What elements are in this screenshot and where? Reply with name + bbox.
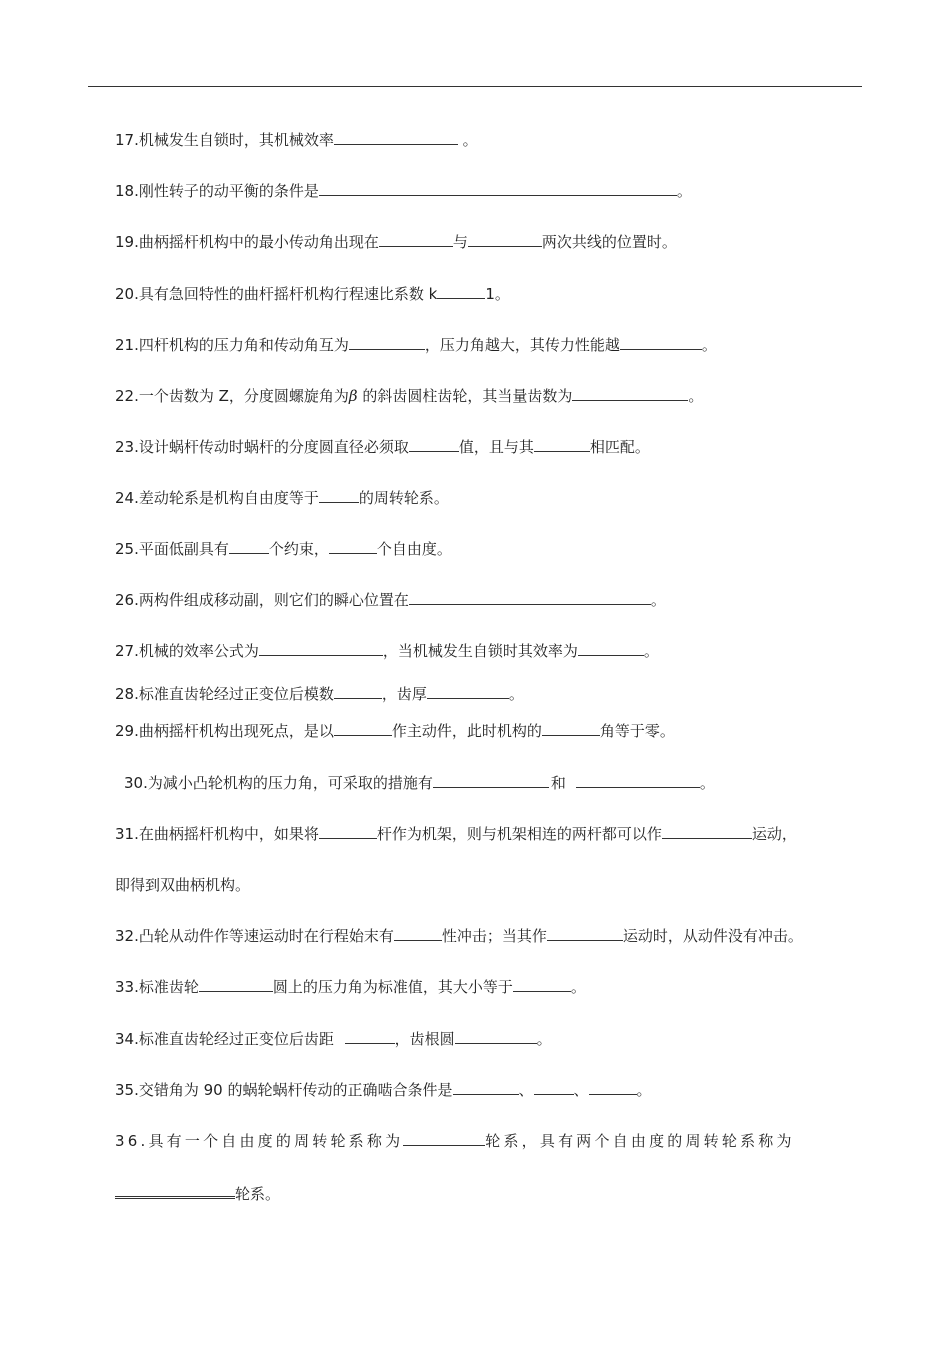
- header-rule: [88, 86, 862, 87]
- question-22: 22.一个齿数为 Z，分度圆螺旋角为β 的斜齿圆柱齿轮，其当量齿数为 。: [115, 387, 704, 405]
- answer-blank[interactable]: [513, 977, 571, 992]
- question-21: 21.四杆机构的压力角和传动角互为 ，压力角越大，其传力性能越 。: [115, 336, 717, 354]
- answer-blank[interactable]: [576, 773, 700, 788]
- answer-blank[interactable]: [662, 824, 752, 839]
- answer-blank[interactable]: [199, 977, 273, 992]
- answer-blank[interactable]: [349, 335, 425, 350]
- answer-blank[interactable]: [334, 684, 382, 699]
- question-33: 33.标准齿轮 圆上的压力角为标准值，其大小等于 。: [115, 978, 586, 996]
- question-31-continued: 即得到双曲柄机构。: [115, 876, 251, 894]
- answer-blank[interactable]: [319, 181, 677, 196]
- question-36: 36.具有一个自由度的周转轮系称为 轮系，具有两个自由度的周转轮系称为: [115, 1132, 795, 1150]
- answer-blank[interactable]: [620, 335, 702, 350]
- question-28: 28.标准直齿轮经过正变位后模数 ，齿厚 。: [115, 685, 524, 703]
- question-35: 35.交错角为 90 的蜗轮蜗杆传动的正确啮合条件是 、 、 。: [115, 1081, 652, 1099]
- answer-blank[interactable]: [115, 1182, 235, 1199]
- answer-blank[interactable]: [319, 824, 377, 839]
- answer-blank[interactable]: [409, 590, 651, 605]
- answer-blank[interactable]: [468, 232, 542, 247]
- answer-blank[interactable]: [578, 641, 644, 656]
- question-36-continued: 轮系。: [115, 1182, 280, 1204]
- question-17: 17.机械发生自锁时，其机械效率 。: [115, 131, 478, 149]
- question-29: 29.曲柄摇杆机构出现死点，是以 作主动件，此时机构的 角等于零。: [115, 722, 675, 740]
- answer-blank[interactable]: [437, 284, 485, 299]
- answer-blank[interactable]: [534, 1080, 574, 1095]
- question-31: 31.在曲柄摇杆机构中，如果将 杆作为机架，则与机架相连的两杆都可以作 运动，: [115, 825, 797, 843]
- question-25: 25.平面低副具有 个约束， 个自由度。: [115, 540, 452, 558]
- answer-blank[interactable]: [542, 721, 600, 736]
- answer-blank[interactable]: [433, 773, 549, 788]
- question-30: 30.为减小凸轮机构的压力角，可采取的措施有 和 。: [124, 774, 715, 792]
- answer-blank[interactable]: [409, 437, 459, 452]
- answer-blank[interactable]: [334, 130, 458, 145]
- answer-blank[interactable]: [427, 684, 509, 699]
- answer-blank[interactable]: [379, 232, 453, 247]
- question-20: 20.具有急回特性的曲杆摇杆机构行程速比系数 k 1。: [115, 285, 510, 303]
- question-19: 19.曲柄摇杆机构中的最小传动角出现在 与 两次共线的位置时。: [115, 233, 677, 251]
- answer-blank[interactable]: [572, 386, 688, 401]
- question-23: 23.设计蜗杆传动时蜗杆的分度圆直径必须取 值，且与其 相匹配。: [115, 438, 650, 456]
- question-26: 26.两构件组成移动副，则它们的瞬心位置在 。: [115, 591, 666, 609]
- answer-blank[interactable]: [455, 1029, 537, 1044]
- answer-blank[interactable]: [547, 926, 623, 941]
- answer-blank[interactable]: [259, 641, 383, 656]
- beta-symbol: β: [348, 387, 358, 405]
- answer-blank[interactable]: [453, 1080, 519, 1095]
- answer-blank[interactable]: [319, 488, 359, 503]
- answer-blank[interactable]: [589, 1080, 637, 1095]
- answer-blank[interactable]: [229, 539, 269, 554]
- question-18: 18.刚性转子的动平衡的条件是 。: [115, 182, 692, 200]
- answer-blank[interactable]: [329, 539, 377, 554]
- answer-blank[interactable]: [403, 1131, 485, 1146]
- question-27: 27.机械的效率公式为 ，当机械发生自锁时其效率为 。: [115, 642, 659, 660]
- answer-blank[interactable]: [345, 1029, 395, 1044]
- answer-blank[interactable]: [394, 926, 442, 941]
- question-24: 24.差动轮系是机构自由度等于 的周转轮系。: [115, 489, 449, 507]
- answer-blank[interactable]: [334, 721, 392, 736]
- question-32: 32.凸轮从动件作等速运动时在行程始末有 性冲击；当其作 运动时，从动件没有冲击。: [115, 927, 803, 945]
- answer-blank[interactable]: [534, 437, 590, 452]
- question-34: 34.标准直齿轮经过正变位后齿距 ，齿根圆 。: [115, 1030, 552, 1048]
